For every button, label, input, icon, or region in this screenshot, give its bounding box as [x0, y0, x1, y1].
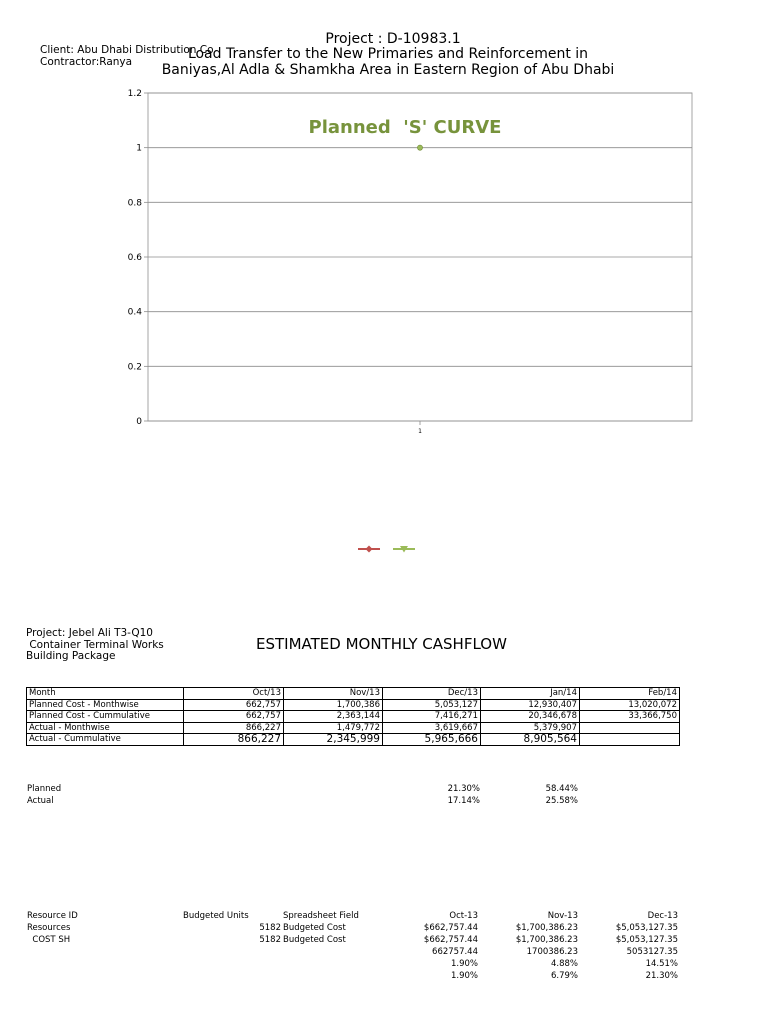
resource-m3-cell: $5,053,127.35 — [615, 935, 678, 945]
client-name: Client: Abu Dhabi Distribution Co — [40, 44, 214, 56]
resource-m3-cell: 5053127.35 — [626, 947, 678, 957]
cashflow-project-line2: Container Terminal Works — [26, 639, 164, 651]
header-cell: Jan/14 — [481, 688, 580, 700]
table-cell: 7,416,271 — [383, 711, 481, 723]
resource-id-cell: COST SH — [27, 935, 71, 945]
cashflow-table — [26, 687, 680, 746]
resource-m1-cell: $662,757.44 — [423, 923, 478, 933]
table-cell: 866,227 — [184, 722, 284, 734]
spreadsheet-field-header: Spreadsheet Field — [283, 911, 359, 921]
project-code: Project : D-10983.1 — [325, 31, 461, 47]
actual-percent-value: 25.58% — [545, 796, 578, 806]
x-tick-label: 1 — [418, 428, 422, 435]
table-cell: 3,619,667 — [383, 722, 481, 734]
legend-marker — [366, 546, 373, 553]
y-tick-label: 1.2 — [127, 89, 142, 99]
table-cell: 662,757 — [184, 711, 284, 723]
table-row — [27, 722, 680, 734]
planned-percent-value: 21.30% — [447, 784, 480, 794]
resource-field-cell: Budgeted Cost — [283, 935, 346, 945]
table-cell: 2,345,999 — [284, 734, 383, 746]
table-cell: 866,227 — [184, 734, 284, 746]
header-cell: Month — [27, 688, 184, 700]
header-cell: Feb/14 — [580, 688, 680, 700]
resource-field-cell: Budgeted Cost — [283, 923, 346, 933]
project-title-line2: Baniyas,Al Adla & Shamkha Area in Eastern Region of Abu Dhabi — [161, 62, 615, 78]
resource-m2-cell: $1,700,386.23 — [515, 935, 578, 945]
header-cell: Dec/13 — [383, 688, 481, 700]
y-tick-label: 1 — [136, 143, 142, 154]
row-label: Planned Cost - Monthwise — [27, 699, 184, 711]
table-row — [27, 699, 680, 711]
cashflow-project-line1: Project: Jebel Ali T3-Q10 — [26, 627, 153, 639]
row-label: Planned Cost - Cummulative — [27, 711, 184, 723]
table-cell: 5,379,907 — [481, 722, 580, 734]
y-tick-label: 0 — [136, 417, 142, 427]
table-cell: 1,479,772 — [284, 722, 383, 734]
table-cell — [580, 722, 680, 734]
table-cell: 12,930,407 — [481, 699, 580, 711]
resource-m1-cell: $662,757.44 — [423, 935, 478, 945]
row-label: Actual - Cummulative — [27, 734, 184, 746]
table-cell: 662,757 — [184, 699, 284, 711]
actual-percent-label: Actual — [27, 796, 54, 806]
table-row — [27, 734, 680, 746]
table-cell: 33,366,750 — [580, 711, 680, 723]
resource-m1-cell: 1.90% — [450, 959, 478, 969]
cashflow-project-line3: Building Package — [26, 650, 116, 662]
resource-m2-cell: 6.79% — [550, 971, 578, 981]
resource-m2-cell: 1700386.23 — [526, 947, 578, 957]
y-tick-label: 0.4 — [127, 307, 142, 318]
resource-id-header: Resource ID — [27, 911, 78, 921]
resource-m3-cell: $5,053,127.35 — [615, 923, 678, 933]
resource-m2-cell: $1,700,386.23 — [515, 923, 578, 933]
chart-title: Planned 'S' CURVE — [308, 117, 502, 138]
planned-percent-label: Planned — [27, 784, 62, 794]
table-cell: 8,905,564 — [481, 734, 580, 746]
table-cell: 20,346,678 — [481, 711, 580, 723]
table-cell — [580, 734, 680, 746]
table-cell: 1,700,386 — [284, 699, 383, 711]
table-cell: 13,020,072 — [580, 699, 680, 711]
resource-m1-cell: 662757.44 — [432, 947, 478, 957]
resource-m1-cell: 1.90% — [450, 971, 478, 981]
month-header: Oct-13 — [449, 911, 478, 921]
contractor-name: Contractor:Ranya — [40, 56, 133, 68]
header-cell: Oct/13 — [184, 688, 284, 700]
resource-m3-cell: 14.51% — [645, 959, 678, 969]
month-header: Dec-13 — [647, 911, 678, 921]
resource-units-cell: 5182 — [259, 935, 281, 945]
table-cell: 2,363,144 — [284, 711, 383, 723]
actual-percent-value: 17.14% — [447, 796, 480, 806]
header-cell: Nov/13 — [284, 688, 383, 700]
data-point — [417, 145, 422, 150]
table-cell: 5,053,127 — [383, 699, 481, 711]
y-tick-label: 0.2 — [127, 362, 142, 373]
table-header-row — [27, 688, 680, 700]
table-row — [27, 711, 680, 723]
cashflow-title: ESTIMATED MONTHLY CASHFLOW — [256, 635, 507, 653]
resource-m2-cell: 4.88% — [550, 959, 578, 969]
table-cell: 5,965,666 — [383, 734, 481, 746]
resource-id-cell: Resources — [27, 923, 71, 933]
month-header: Nov-13 — [547, 911, 578, 921]
y-tick-label: 0.8 — [127, 198, 142, 209]
budgeted-units-header: Budgeted Units — [183, 911, 249, 921]
planned-percent-value: 58.44% — [545, 784, 578, 794]
y-tick-label: 0.6 — [127, 253, 142, 263]
resource-m3-cell: 21.30% — [645, 971, 678, 981]
row-label: Actual - Monthwise — [27, 722, 184, 734]
resource-units-cell: 5182 — [259, 923, 281, 933]
project-title-line1: Load Transfer to the New Primaries and Reinforcement in — [187, 46, 589, 62]
